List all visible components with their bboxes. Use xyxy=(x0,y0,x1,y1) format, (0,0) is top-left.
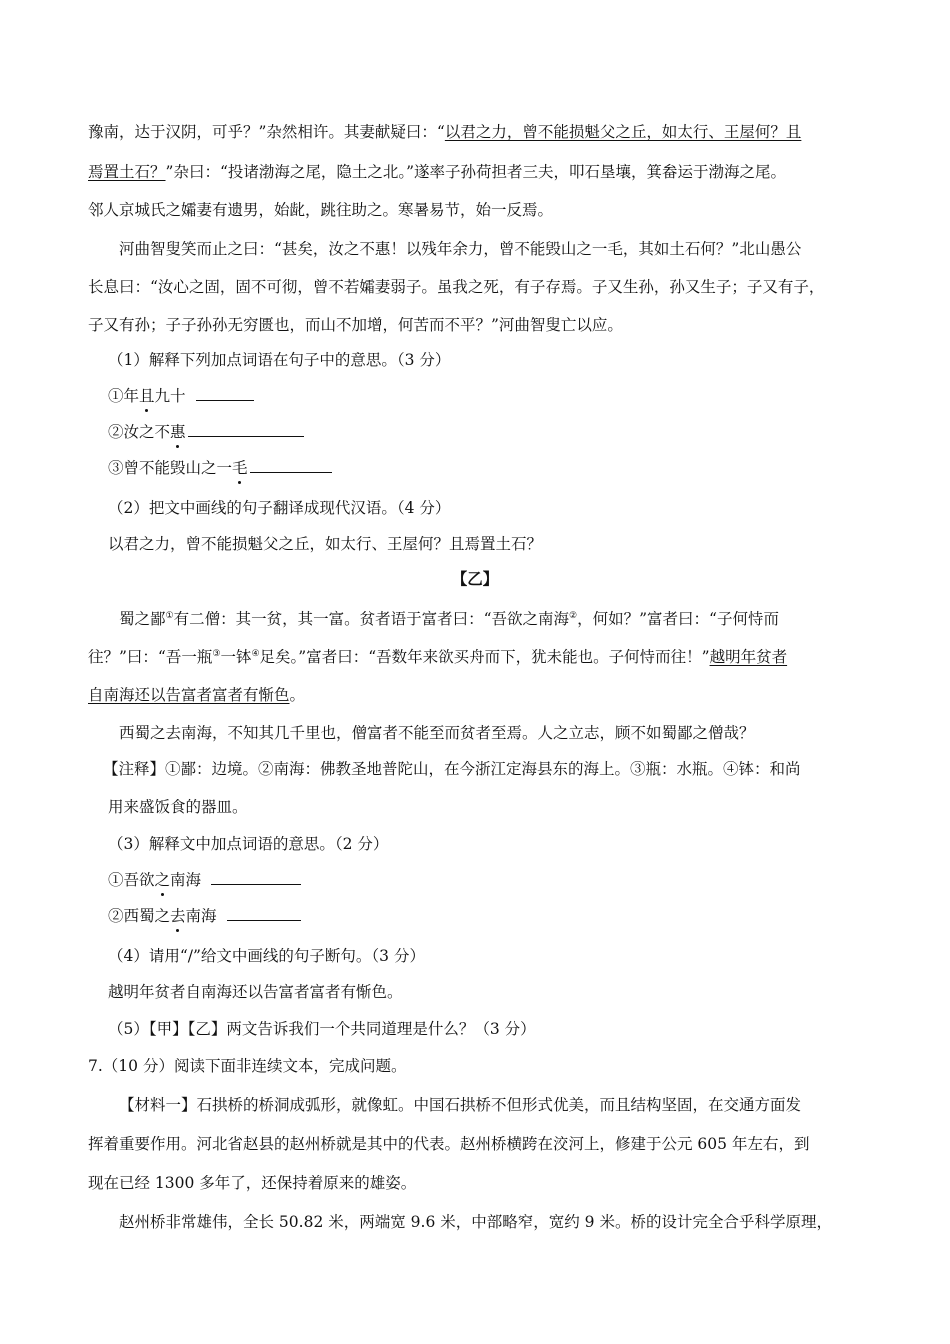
q1-stem: （1）解释下列加点词语在句子中的意思。（3 分） xyxy=(108,351,451,369)
underlined-sentence: 以君之力，曾不能损魁父之丘，如太行、王屋何？且 xyxy=(444,123,802,141)
jia-p2-line3: 子又有孙；子子孙孙无穷匮也，而山不加增，何苦而不平？”河曲智叟亡以应。 xyxy=(88,316,623,334)
yi-heading: 【乙】 xyxy=(451,569,499,588)
q7-stem: 7.（10 分）阅读下面非连续文本，完成问题。 xyxy=(88,1057,407,1075)
jia-p1-line1 xyxy=(88,123,801,142)
q5-stem: （5）【甲】【乙】两文告诉我们一个共同道理是什么？（3 分） xyxy=(108,1020,536,1038)
note-marker: ③ xyxy=(212,648,221,659)
underlined-sentence: 越明年贫者 xyxy=(709,648,788,666)
q2-sentence: 以君之力，曾不能损魁父之丘，如太行、王屋何？且焉置土石？ xyxy=(108,535,543,553)
q3-item-a: ①吾欲之南海 xyxy=(108,869,301,890)
q2-stem: （2）把文中画线的句子翻译成现代汉语。（4 分） xyxy=(108,499,451,517)
q3-stem: （3）解释文中加点词语的意思。（2 分） xyxy=(108,835,389,853)
q7-m1-line3: 现在已经 1300 多年了，还保持着原来的雄姿。 xyxy=(88,1174,417,1192)
underlined-sentence: 自南海还以告富者富者有惭色 xyxy=(88,686,290,704)
q4-sentence: 越明年贫者自南海还以告富者富者有惭色。 xyxy=(108,983,403,1001)
yi-p1-line1: 蜀之鄙①有二僧：其一贫，其一富。贫者语于富者曰：“吾欲之南海②，何如？”富者曰：“子何恃而 xyxy=(119,610,779,628)
underlined-sentence: 焉置土石？ xyxy=(88,163,166,181)
q7-m1-line2: 挥着重要作用。河北省赵县的赵州桥就是其中的代表。赵州桥横跨在洨河上，修建于公元 605 年左右，到 xyxy=(88,1135,810,1153)
answer-blank[interactable] xyxy=(188,421,304,437)
dotted-char: 且 xyxy=(139,387,155,405)
answer-blank[interactable] xyxy=(227,905,301,921)
jia-p2-line1: 河曲智叟笑而止之曰：“甚矣，汝之不惠！以残年余力，曾不能毁山之一毛，其如土石何？”北山愚公 xyxy=(119,240,802,258)
q1-item-a: ①年且九十 xyxy=(108,385,254,406)
jia-p1-line3: 邻人京城氏之孀妻有遗男，始龀，跳往助之。寒暑易节，始一反焉。 xyxy=(88,201,554,219)
q1-item-c: ③曾不能毁山之一毛 xyxy=(108,457,332,478)
yi-note-line2: 用来盛饭食的器皿。 xyxy=(108,798,248,816)
note-marker: ② xyxy=(569,610,578,621)
dotted-char: 之 xyxy=(154,871,171,889)
text: ”杂曰：“投诸渤海之尾，隐土之北。”遂率子孙荷担者三夫，叩石垦壤，箕畚运于渤海之尾。 xyxy=(165,163,787,181)
q1-item-b: ②汝之不惠 xyxy=(108,421,304,442)
yi-p1-line2: 往？”曰：“吾一瓶③一钵④足矣。”富者曰：“吾数年来欲买舟而下，犹未能也。子何恃而往！”越明年贫者 xyxy=(88,648,788,666)
q3-item-b: ②西蜀之去南海 xyxy=(108,905,301,926)
text: 豫南，达于汉阴，可乎？”杂然相许。其妻献疑曰：“ xyxy=(88,123,445,141)
yi-note-line1: 【注释】①鄙：边境。②南海：佛教圣地普陀山，在今浙江定海县东的海上。③瓶：水瓶。④钵：和尚 xyxy=(103,760,801,778)
dotted-char: 毛 xyxy=(232,459,248,477)
q7-m1-line1: 【材料一】石拱桥的桥洞成弧形，就像虹。中国石拱桥不但形式优美，而且结构坚固，在交通方面发 xyxy=(119,1096,802,1114)
jia-p1-line2 xyxy=(88,163,786,182)
jia-p2-line2: 长息曰：“汝心之固，固不可彻，曾不若孀妻弱子。虽我之死，有子存焉。子又生孙，孙又生子；子又有子， xyxy=(88,278,825,296)
dotted-char: 惠 xyxy=(170,423,186,441)
dotted-char: 去 xyxy=(170,907,186,925)
note-marker: ① xyxy=(165,610,174,621)
note-marker: ④ xyxy=(251,648,260,659)
yi-p1-line3: 自南海还以告富者富者有惭色。 xyxy=(88,686,306,704)
answer-blank[interactable] xyxy=(196,385,254,401)
q7-m2-line1: 赵州桥非常雄伟，全长 50.82 米，两端宽 9.6 米，中部略窄，宽约 9 米。桥的设计完全合乎科学原理， xyxy=(119,1213,832,1231)
answer-blank[interactable] xyxy=(211,869,301,885)
q4-stem: （4）请用“/”给文中画线的句子断句。（3 分） xyxy=(108,947,425,965)
yi-p2: 西蜀之去南海，不知其几千里也，僧富者不能至而贫者至焉。人之立志，顾不如蜀鄙之僧哉？ xyxy=(119,724,755,742)
answer-blank[interactable] xyxy=(250,457,332,473)
